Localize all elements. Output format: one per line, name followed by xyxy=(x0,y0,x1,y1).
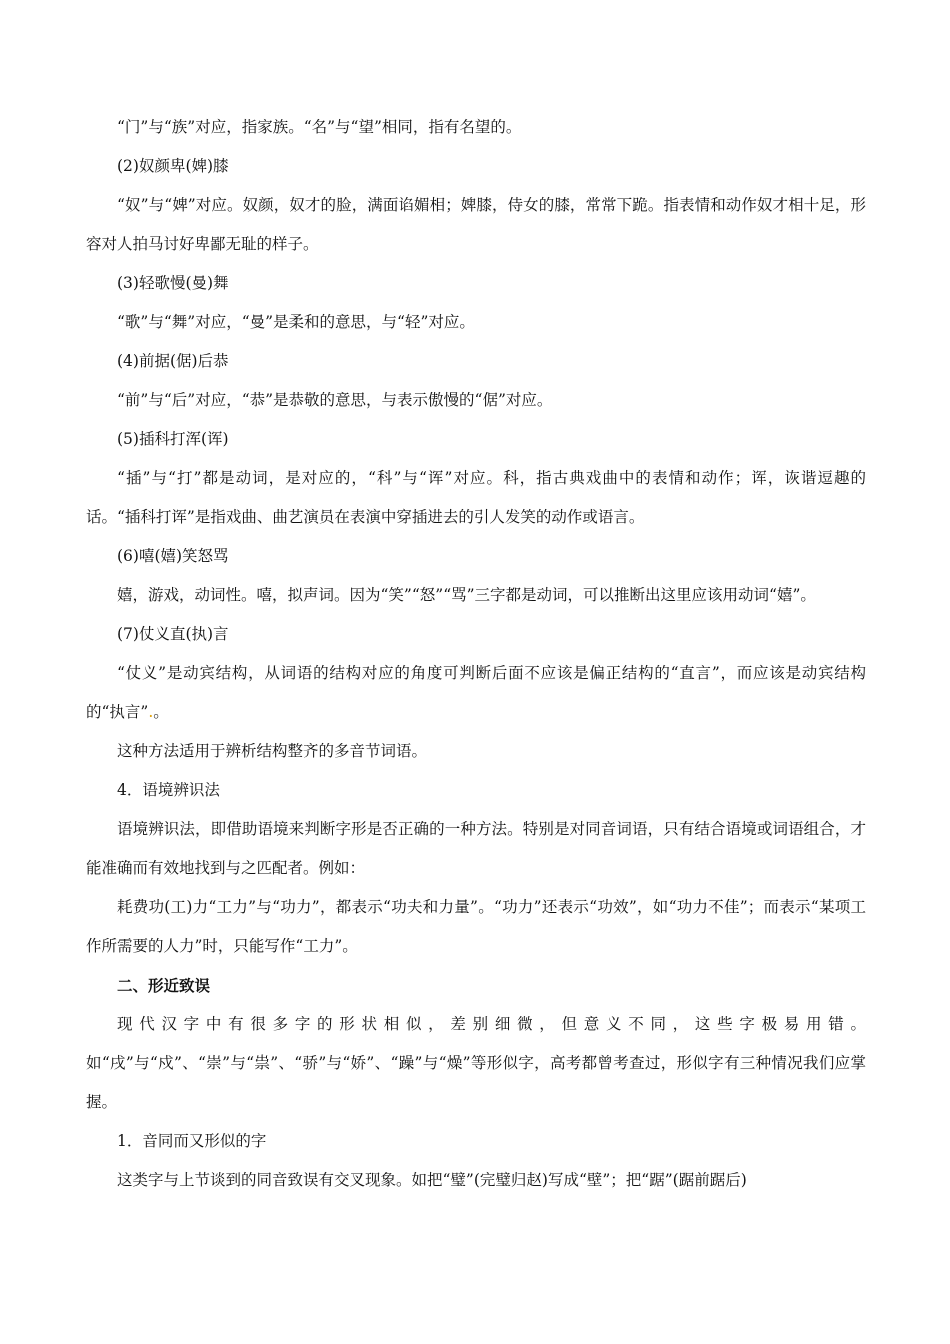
paragraph: “奴”与“婢”对应。奴颜，奴才的脸，满面谄媚相；婢膝，侍女的膝，常常下跪。指表情和动作奴才相十足，形容对人拍马讨好卑鄙无耻的样子。 xyxy=(86,196,866,253)
example-heading: (7)仗义直(执)言 xyxy=(117,625,229,643)
paragraph: 这类字与上节谈到的同音致误有交叉现象。如把“璧”(完璧归赵)写成“壁”；把“踞”(踞前踞后) xyxy=(117,1171,747,1189)
paragraph: “前”与“后”对应，“恭”是恭敬的意思，与表示傲慢的“倨”对应。 xyxy=(117,391,553,409)
example-heading: (6)嘻(嬉)笑怒骂 xyxy=(117,547,229,565)
paragraph: “插”与“打”都是动词，是对应的，“科”与“诨”对应。科，指古典戏曲中的表情和动作；诨，诙谐逗趣的话。“插科打诨”是指戏曲、曲艺演员在表演中穿插进去的引人发笑的动作或语言。 xyxy=(86,469,866,526)
subsection-heading: 4．语境辨识法 xyxy=(117,781,220,799)
paragraph: 嬉，游戏，动词性。嘻，拟声词。因为“笑”“怒”“骂”三字都是动词，可以推断出这里应该用动词“嬉”。 xyxy=(117,586,816,604)
paragraph-with-mark xyxy=(86,654,866,732)
paragraph: “门”与“族”对应，指家族。“名”与“望”相同，指有名望的。 xyxy=(117,118,522,136)
document-page xyxy=(86,108,866,1200)
paragraph: 耗费功(工)力“工力”与“功力”，都表示“功夫和力量”。“功力”还表示“功效”，如“功力不佳”；而表示“某项工作所需要的人力”时，只能写作“工力”。 xyxy=(86,898,866,955)
paragraph: 语境辨识法，即借助语境来判断字形是否正确的一种方法。特别是对同音词语，只有结合语境或词语组合，才能准确而有效地找到与之匹配者。例如： xyxy=(86,820,866,877)
paragraph-period: 。 xyxy=(153,703,169,721)
example-heading: (5)插科打浑(诨) xyxy=(117,430,229,448)
paragraph: “歌”与“舞”对应，“曼”是柔和的意思，与“轻”对应。 xyxy=(117,313,475,331)
highlight-dot: . xyxy=(148,703,154,721)
section-heading: 二、形近致误 xyxy=(117,976,211,995)
example-heading: (3)轻歌慢(曼)舞 xyxy=(117,274,229,292)
paragraph: 现代汉字中有很多字的形状相似，差别细微，但意义不同，这些字极易用错。如“戌”与“戍”、“崇”与“祟”、“骄”与“娇”、“躁”与“燥”等形似字，高考都曾考查过，形似字有三种情况我们应掌握。 xyxy=(86,1015,866,1111)
paragraph-text: “仗义”是动宾结构，从词语的结构对应的角度可判断后面不应该是偏正结构的“直言”，而应该是动宾结构的“执言” xyxy=(86,664,866,721)
subsection-heading: 1．音同而又形似的字 xyxy=(117,1132,267,1150)
example-heading: (2)奴颜卑(婢)膝 xyxy=(117,157,229,175)
example-heading: (4)前据(倨)后恭 xyxy=(117,352,229,370)
paragraph: 这种方法适用于辨析结构整齐的多音节词语。 xyxy=(117,742,428,760)
